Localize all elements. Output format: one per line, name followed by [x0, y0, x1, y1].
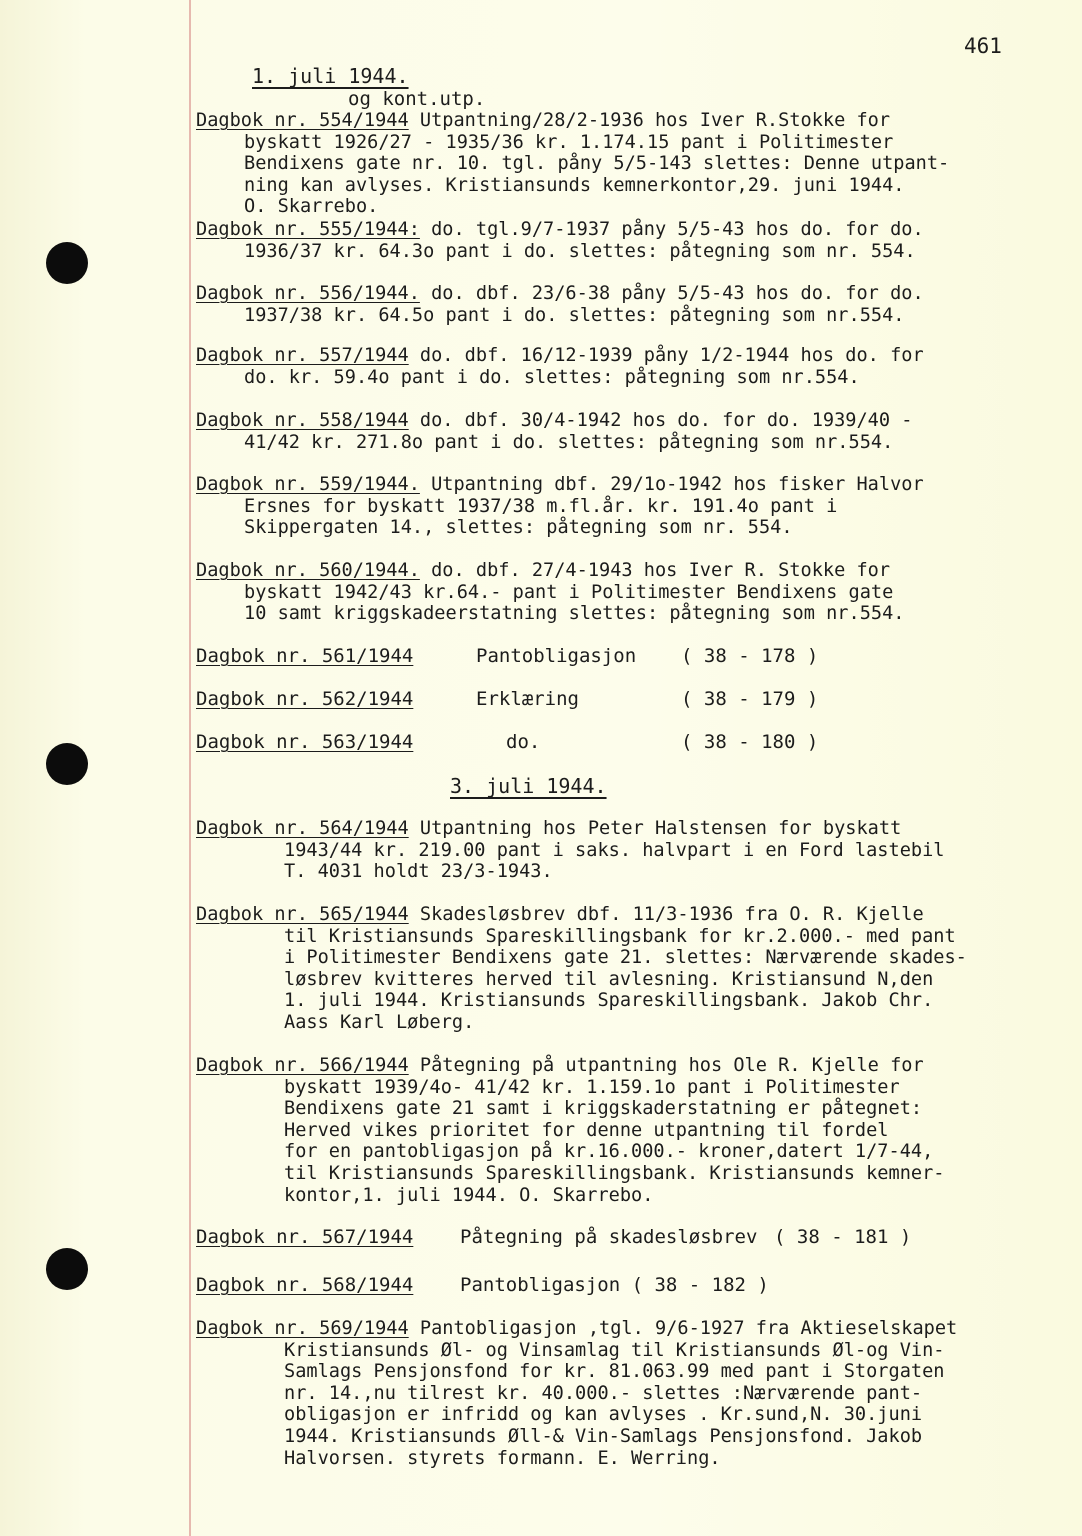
entry-text: nr. 14.,nu tilrest kr. 40.000.- slettes :Nærværende pant-	[284, 1382, 923, 1404]
entry-text: Bendixens gate 21 samt i kriggskaderstatning er påtegnet:	[284, 1098, 923, 1120]
entry-text: 10 samt kriggskadeerstatning slettes: påtegning som nr.554.	[244, 603, 905, 625]
entry-text: i Politimester Bendixens gate 21. slettes: Nærværende skades-	[284, 947, 967, 969]
ledger-entry	[196, 560, 904, 625]
entry-text: Pantobligasjon ,tgl. 9/6-1927 fra Aktieselskapet	[419, 1318, 958, 1339]
date-subheading: og kont.utp.	[348, 88, 486, 110]
entry-text: T. 4031 holdt 23/3-1943.	[284, 861, 553, 883]
date-heading-1: 1. juli 1944.	[252, 64, 409, 88]
entry-text: Samlags Pensjonsfond for kr. 81.063.99 med pant i Storgaten	[284, 1361, 945, 1383]
margin-rule	[189, 0, 191, 1536]
entry-text: 1936/37 kr. 64.3o pant i do. slettes: påtegning som nr. 554.	[244, 240, 916, 262]
entry-text: Skadesløsbrev dbf. 11/3-1936 fra O. R. Kjelle	[419, 904, 924, 925]
ledger-entry	[196, 731, 819, 753]
ledger-entry	[196, 1274, 769, 1296]
entry-text: do. dbf. 27/4-1943 hos Iver R. Stokke for	[431, 560, 891, 581]
ledger-entry	[196, 1318, 957, 1469]
entry-description: Pantobligasjon ( 38 - 182 )	[460, 1274, 769, 1296]
dagbok-number: Dagbok nr. 556/1944.	[196, 283, 420, 304]
date-heading-2: 3. juli 1944.	[450, 774, 607, 798]
ledger-entry	[196, 474, 924, 539]
dagbok-number: Dagbok nr. 566/1944	[196, 1055, 409, 1076]
entry-text: do. dbf. 23/6-38 påny 5/5-43 hos do. for do.	[431, 283, 924, 304]
entry-text: kontor,1. juli 1944. O. Skarrebo.	[284, 1184, 654, 1206]
dagbok-number: Dagbok nr. 561/1944	[196, 645, 414, 667]
entry-text: for en pantobligasjon på kr.16.000.- kroner,datert 1/7-44,	[284, 1141, 934, 1163]
entry-description: Erklæring	[476, 688, 579, 710]
dagbok-number: Dagbok nr. 562/1944	[196, 688, 414, 710]
page-number: 461	[964, 34, 1002, 58]
entry-text: Utpantning dbf. 29/1o-1942 hos fisker Halvor	[431, 474, 924, 495]
entry-description: Pantobligasjon	[476, 645, 637, 667]
entry-description: do.	[506, 731, 541, 753]
entry-text: 1937/38 kr. 64.5o pant i do. slettes: påtegning som nr.554.	[244, 304, 905, 326]
dagbok-number: Dagbok nr. 567/1944	[196, 1226, 414, 1248]
entry-text: Skippergaten 14., slettes: påtegning som nr. 554.	[244, 517, 793, 539]
punch-hole	[46, 1248, 88, 1290]
punch-hole	[46, 242, 88, 284]
entry-text: til Kristiansunds Spareskillingsbank for kr.2.000.- med pant	[284, 925, 956, 947]
ledger-entry	[196, 645, 819, 667]
entry-text: 1. juli 1944. Kristiansunds Spareskillingsbank. Jakob Chr.	[284, 990, 934, 1012]
entry-text: Aass Karl Løberg.	[284, 1011, 475, 1033]
ledger-entry	[196, 283, 924, 326]
entry-text: til Kristiansunds Spareskillingsbank. Kristiansunds kemner-	[284, 1162, 945, 1184]
dagbok-number: Dagbok nr. 558/1944	[196, 410, 409, 431]
entry-text: do. dbf. 16/12-1939 påny 1/2-1944 hos do. for	[419, 345, 924, 366]
ledger-entry	[196, 1226, 912, 1248]
ledger-entry	[196, 345, 924, 388]
entry-text: 41/42 kr. 271.8o pant i do. slettes: påtegning som nr.554.	[244, 431, 894, 453]
entry-text: ning kan avlyses. Kristiansunds kemnerkontor,29. juni 1944.	[244, 174, 905, 196]
entry-text: byskatt 1942/43 kr.64.- pant i Politimester Bendixens gate	[244, 581, 894, 603]
ledger-entry	[196, 818, 944, 883]
dagbok-number: Dagbok nr. 564/1944	[196, 818, 409, 839]
dagbok-number: Dagbok nr. 559/1944.	[196, 474, 420, 495]
entry-text: Bendixens gate nr. 10. tgl. påny 5/5-143 slettes: Denne utpant-	[244, 153, 950, 175]
entry-text: byskatt 1939/4o- 41/42 kr. 1.159.1o pant i Politimester	[284, 1076, 900, 1098]
dagbok-number: Dagbok nr. 565/1944	[196, 904, 409, 925]
entry-text: Utpantning hos Peter Halstensen for byskatt	[419, 818, 902, 839]
entry-text: do. dbf. 30/4-1942 hos do. for do. 1939/40 -	[419, 410, 913, 431]
dagbok-number: Dagbok nr. 568/1944	[196, 1274, 414, 1296]
entry-text: Halvorsen. styrets formann. E. Werring.	[284, 1447, 721, 1469]
punch-hole	[46, 743, 88, 785]
entry-text: 1944. Kristiansunds Øll-& Vin-Samlags Pensjonsfond. Jakob	[284, 1425, 923, 1447]
ledger-entry	[196, 904, 967, 1034]
entry-text: Påtegning på utpantning hos Ole R. Kjelle for	[419, 1055, 924, 1076]
entry-description: Påtegning på skadesløsbrev	[460, 1226, 758, 1248]
ledger-entry	[196, 688, 819, 710]
dagbok-number: Dagbok nr. 569/1944	[196, 1318, 409, 1339]
entry-reference: ( 38 - 181 )	[774, 1226, 912, 1248]
dagbok-number: Dagbok nr. 555/1944:	[196, 219, 420, 240]
ledger-entry	[196, 219, 924, 262]
entry-text: O. Skarrebo.	[244, 196, 379, 218]
entry-text: obligasjon er infridd og kan avlyses . Kr.sund,N. 30.juni	[284, 1404, 923, 1426]
entry-text: Kristiansunds Øl- og Vinsamlag til Kristiansunds Øl-og Vin-	[284, 1339, 945, 1361]
dagbok-number: Dagbok nr. 560/1944.	[196, 560, 420, 581]
ledger-entry	[196, 410, 912, 453]
entry-text: Herved vikes prioritet for denne utpantning til fordel	[284, 1119, 889, 1141]
entry-text: byskatt 1926/27 - 1935/36 kr. 1.174.15 pant i Politimester	[244, 131, 894, 153]
entry-text: do. tgl.9/7-1937 påny 5/5-43 hos do. for do.	[431, 219, 924, 240]
entry-reference: ( 38 - 179 )	[681, 688, 819, 710]
ledger-entry	[196, 110, 949, 218]
dagbok-number: Dagbok nr. 563/1944	[196, 731, 414, 753]
entry-text: Ersnes for byskatt 1937/38 m.fl.år. kr. 191.4o pant i	[244, 495, 838, 517]
dagbok-number: Dagbok nr. 557/1944	[196, 345, 409, 366]
entry-reference: ( 38 - 178 )	[681, 645, 819, 667]
entry-text: løsbrev kvitteres herved til avlesning. Kristiansund N,den	[284, 968, 934, 990]
entry-text: 1943/44 kr. 219.00 pant i saks. halvpart i en Ford lastebil	[284, 839, 945, 861]
entry-text: Utpantning/28/2-1936 hos Iver R.Stokke for	[419, 110, 891, 131]
entry-text: do. kr. 59.4o pant i do. slettes: påtegning som nr.554.	[244, 366, 860, 388]
ledger-entry	[196, 1055, 944, 1206]
entry-reference: ( 38 - 180 )	[681, 731, 819, 753]
dagbok-number: Dagbok nr. 554/1944	[196, 110, 409, 131]
